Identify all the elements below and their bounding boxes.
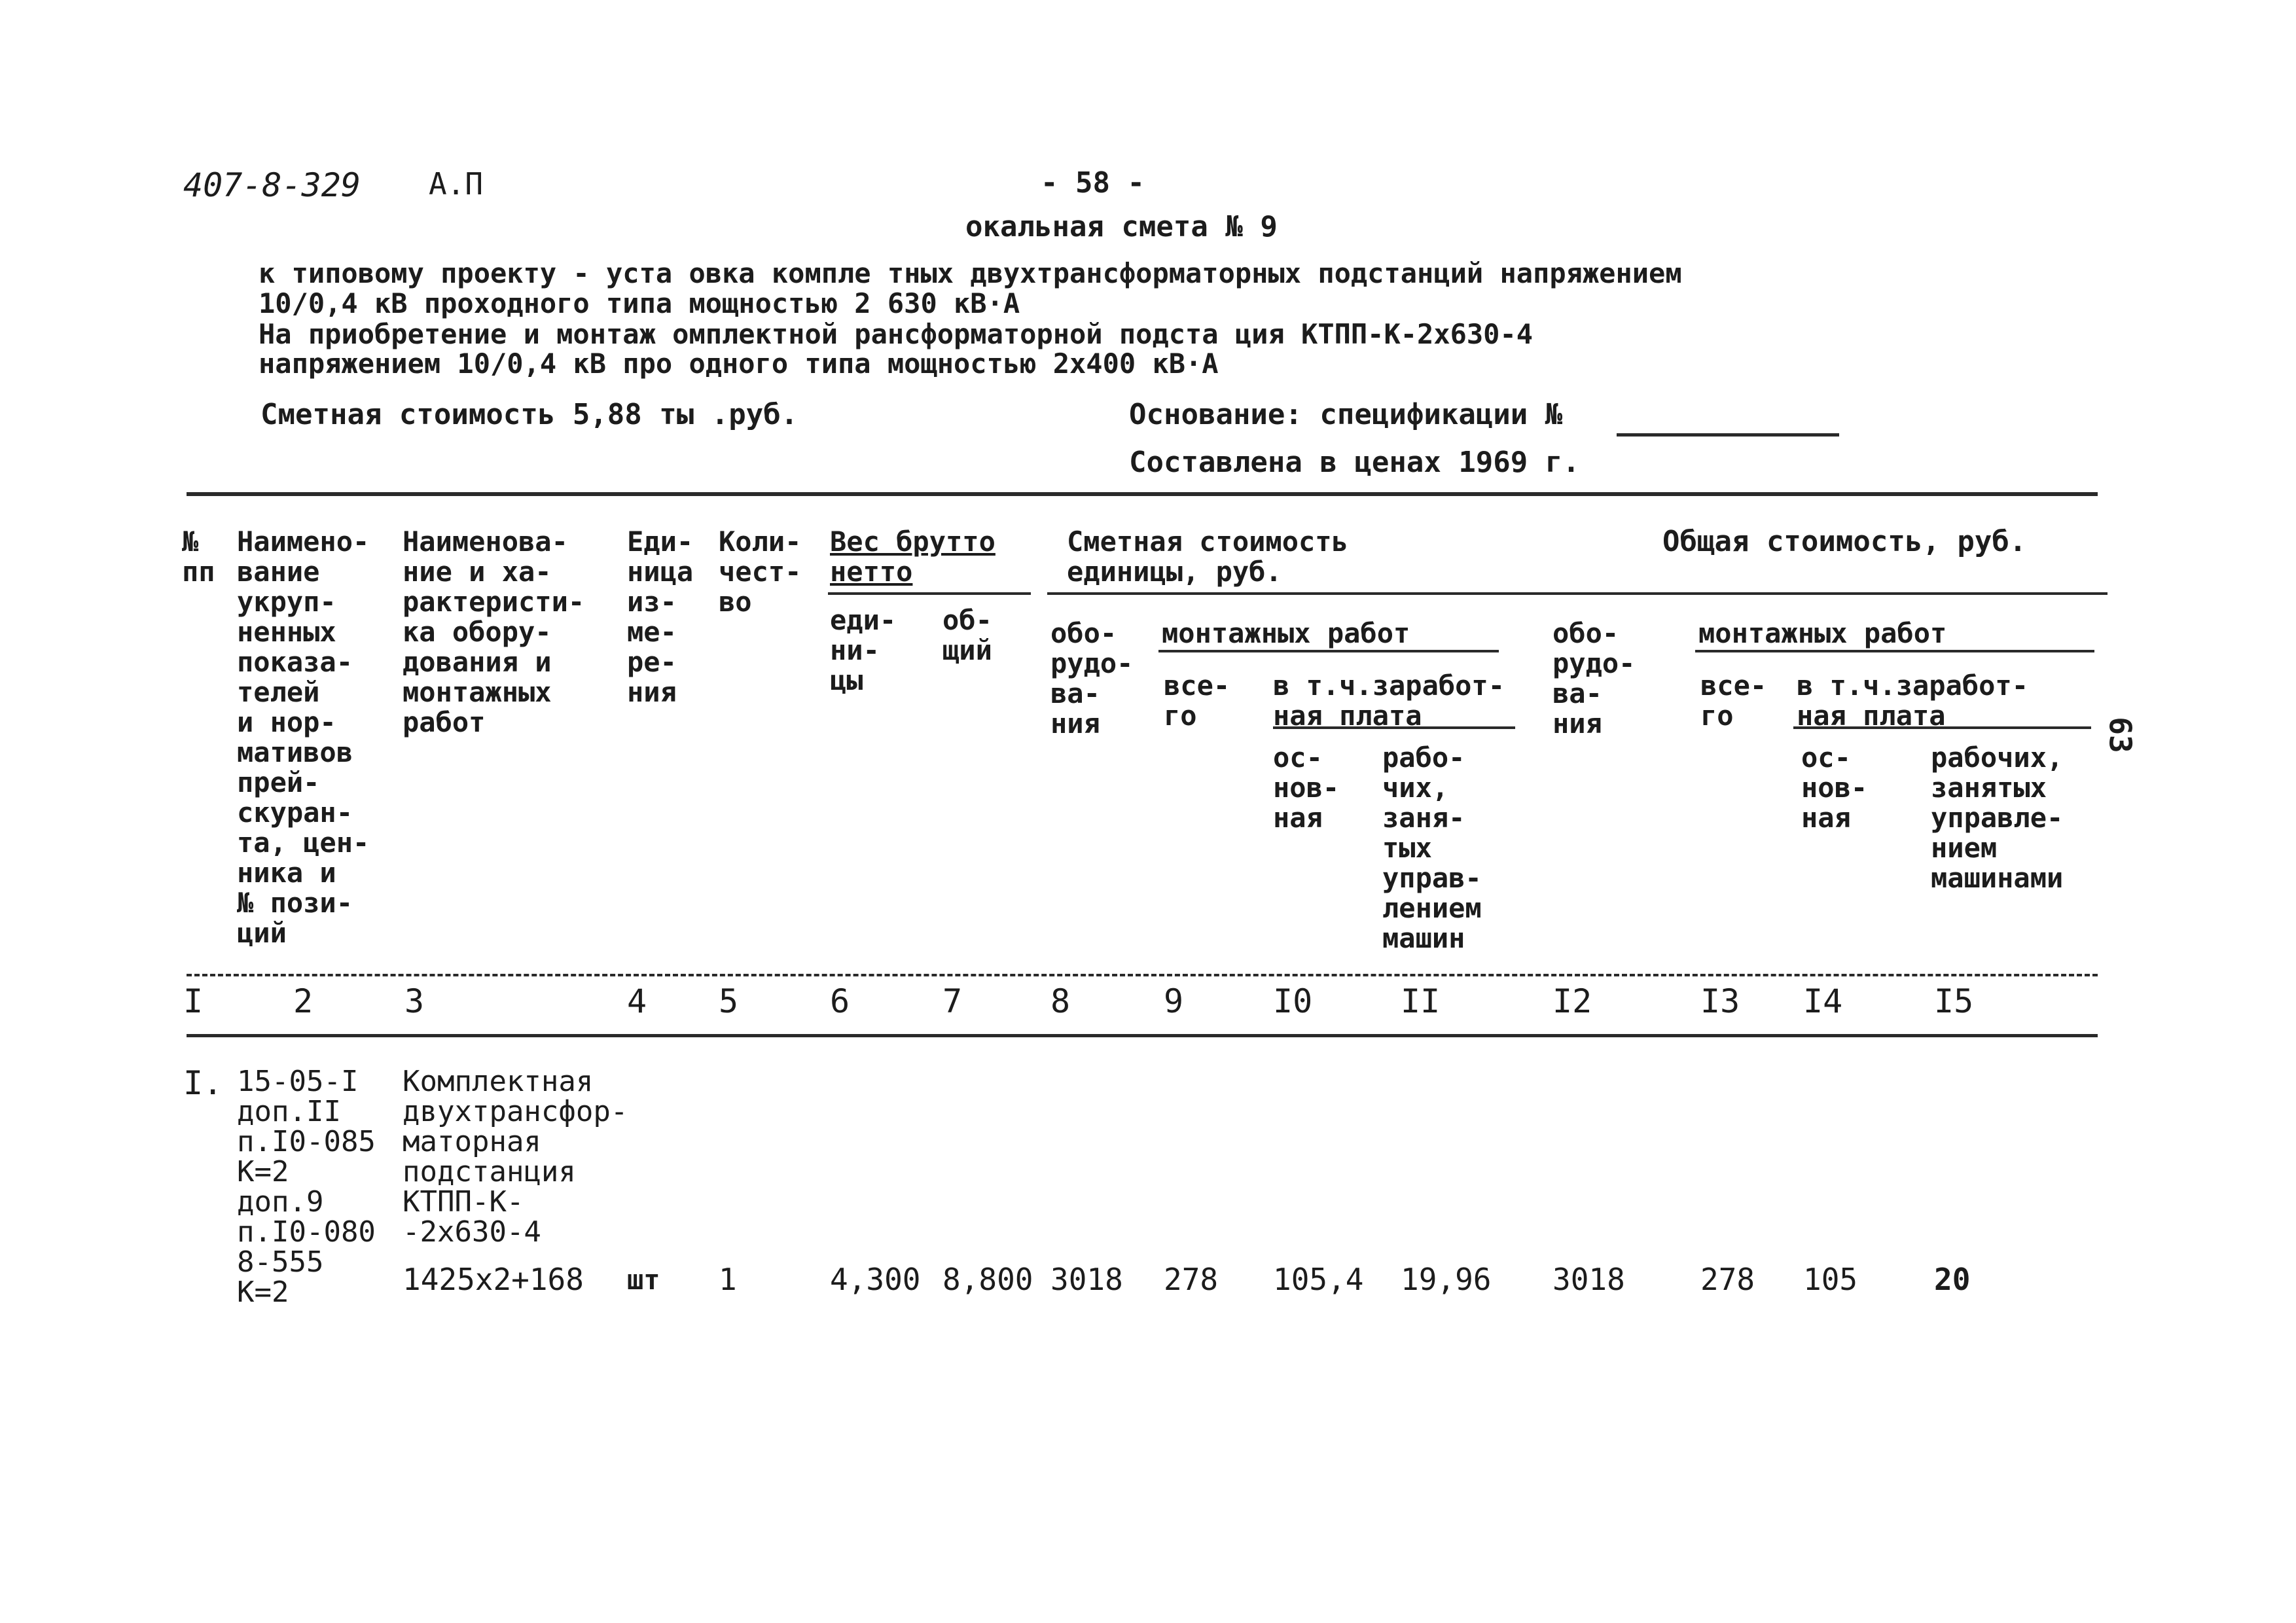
column-number-3: 3 [404,982,425,1020]
weight-header-rule [828,592,1031,595]
column-number-12: I2 [1552,982,1592,1020]
row-total-wage-base: 105 [1803,1262,1858,1297]
row-wage-base: 105,4 [1273,1262,1364,1297]
column-number-5: 5 [719,982,739,1020]
row-equipment-cost: 3018 [1050,1262,1123,1297]
header-wage2-base: ос- нов- ная [1801,741,1868,834]
column-number-2: 2 [293,982,314,1020]
header-mont2-total: все- го [1700,669,1767,732]
estimated-cost: Сметная стоимость 5,88 ты .руб. [260,398,798,431]
header-mont1: монтажных работ [1162,617,1410,649]
column-number-11: II [1401,982,1441,1020]
album-label: А.П [429,166,484,202]
table-top-rule [187,492,2098,496]
row-unit: шт [627,1264,660,1296]
basis-label: Основание: спецификации № [1129,398,1563,431]
header-norm-code: Наимено- вание укруп- ненных показа- телей и нор- мативов прей- скуран- та, цен- ника и № пози- ций [237,526,370,949]
column-number-4: 4 [627,982,647,1020]
column-number-14: I4 [1803,982,1843,1020]
mont1-rule [1158,650,1499,652]
subtitle-line-2: 10/0,4 кВ проходного типа мощностью 2 630 кВ·А [259,287,1020,319]
column-number-13: I3 [1700,982,1740,1020]
subtitle-line-3: На приобретение и монтаж омплектной рансформаторной подста ция КТПП-К-2х630-4 [259,318,1534,350]
header-unit: Еди- ница из- ме- ре- ния [627,526,694,708]
column-number-15: I5 [1934,982,1974,1020]
header-wage1: в т.ч.заработ- ная плата [1273,669,1505,732]
document-code: 407-8-329 [183,166,361,204]
header-unit-cost: Сметная стоимость единицы, руб. [1067,526,1348,588]
header-weight-unit: еди- ни- цы [830,604,897,696]
header-wage1-base: ос- нов- ная [1273,741,1340,834]
row-total-mont: 278 [1700,1262,1755,1297]
row-number: I. [183,1064,223,1102]
column-number-6: 6 [830,982,850,1020]
column-number-1: I [183,982,204,1020]
header-mont1-total: все- го [1164,669,1230,732]
header-weight-total: об- щий [942,604,992,666]
column-number-8: 8 [1050,982,1071,1020]
header-row-number: № пп [182,526,215,588]
header-equipment-unit: обо- рудо- ва- ния [1050,617,1134,740]
header-quantity: Коли- чест- во [719,526,802,618]
header-weight: Вес брутто нетто [830,526,996,588]
row-mont-total: 278 [1164,1262,1219,1297]
row-quantity: 1 [719,1262,737,1297]
header-total-cost: Общая стоимость, руб. [1662,525,2027,558]
header-equipment-total: обо- рудо- ва- ния [1552,617,1636,740]
mont2-rule [1695,650,2094,652]
row-equipment-name: Комплектная двухтрансфор- маторная подстанция КТПП-К- -2х630-4 [403,1065,628,1249]
column-number-9: 9 [1164,982,1184,1020]
page-number: - 58 - [1041,166,1145,200]
header-wage2: в т.ч.заработ- ная плата [1797,669,2029,732]
subtitle-line-1: к типовому проекту - уста овка компле тных двухтрансформаторных подстанций напряжением [259,257,1682,289]
column-number-7: 7 [942,982,963,1020]
header-equipment-name: Наименова- ние и ха- рактеристи- ка обору- дования и монтажных работ [403,526,585,738]
row-total-wage-machine: 20 [1934,1262,1971,1297]
row-norm-code: 15-05-I доп.II п.I0-085 К=2 доп.9 п.I0-080 8-555 К=2 [237,1065,376,1309]
header-mont2: монтажных работ [1698,617,1947,649]
composed-in-prices: Составлена в ценах 1969 г. [1129,446,1580,479]
header-bottom-rule [187,974,2098,976]
header-wage1-machine: рабо- чих, заня- тых управ- лением машин [1382,741,1482,954]
header-wage2-machine: рабочих, занятых управле- нием машинами [1931,741,2064,894]
row-weight-unit: 4,300 [830,1262,921,1297]
column-number-rule [187,1034,2098,1037]
estimate-title: окальная смета № 9 [965,210,1278,243]
side-margin-mark: 63 [2102,717,2138,753]
row-total-equipment: 3018 [1552,1262,1625,1297]
row-calculation: 1425х2+168 [403,1262,584,1297]
row-weight-total: 8,800 [942,1262,1033,1297]
row-wage-machine: 19,96 [1401,1262,1492,1297]
cost-header-rule [1047,592,2108,595]
column-number-10: I0 [1273,982,1313,1020]
basis-blank-line [1617,433,1839,437]
subtitle-line-4: напряжением 10/0,4 кВ про одного типа мощностью 2х400 кВ·А [259,348,1219,380]
